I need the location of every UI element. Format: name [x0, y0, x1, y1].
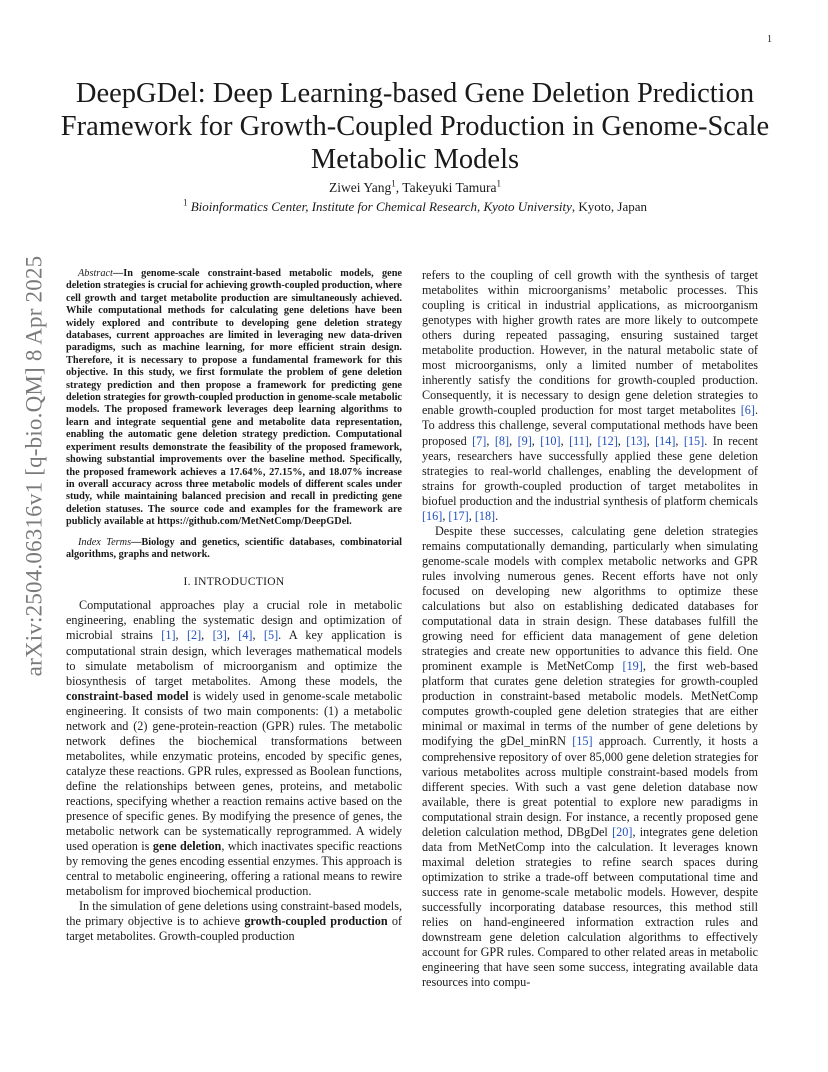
citation-link[interactable]: [12] — [597, 433, 618, 448]
citation-link[interactable]: [18] — [474, 508, 496, 523]
citation-link[interactable]: [8] — [494, 433, 510, 448]
index-terms-label: Index Terms — [78, 536, 132, 548]
citation-link[interactable]: [5] — [263, 628, 279, 643]
citation-link[interactable]: [9] — [517, 433, 532, 448]
abstract-text: —In genome-scale constraint-based metabolic models, gene deletion strategies is crucial for achieving growth-coupled production, where cell growth and target metabolite production are simultaneously achieved. While computational methods for calculating gene deletions have been widely explored and contribute to developing gene deletion strategy databases, current approaches are limited in leveraging new data-driven paradigms, such as machine learning, for more efficient strain design. Therefore, it is necessary to propose a fundamental framework for this objective. In this study, we first formulate the problem of gene deletion strategy prediction and then propose a framework for predicting gene deletion strategies for growth-coupled production in genome-scale metabolic models. The proposed framework leverages deep learning algorithms to learn and integrate sequential gene and metabolite data representation, enabling the automatic gene deletion strategy prediction. Computational experiment results demonstrate the feasibility of the proposed framework, showing substantial improvements over the baseline method. Specifically, the proposed framework achieves a 17.64%, 27.15%, and 18.07% increase in overall accuracy across three metabolic models of different scales under study, while maintaining balanced precision and recall in predicting gene deletion statuses. The source code and examples for the framework are publicly available at https://github.com/MetNetComp/DeepGDel. — [66, 268, 402, 528]
key-term: growth-coupled production — [244, 914, 388, 929]
paragraph-text: , — [588, 433, 598, 448]
author-list — [60, 180, 770, 196]
arxiv-stamp — [6, 255, 62, 677]
citation-link[interactable]: [3] — [212, 628, 227, 643]
affiliation-marker: 1 — [182, 197, 188, 208]
paragraph-text: , — [617, 433, 627, 448]
paragraph-text: , — [442, 508, 449, 523]
paragraph-text: refers to the coupling of cell growth with the synthesis of target metabolites within microorganisms’ metabolic processes. This coupling is critical in industrial applications, as microorganism genotypes with higher growth rates are more likely to outcompete others during repeated passaging, ensuring sustained target metabolite production. However, in the natural metabolic state of most microorganisms, only a limited number of metabolites inherently satisfy the conditions for growth-coupled production. Consequently, it is necessary to design gene deletion strategies to enable growth-coupled production for most target metabolites — [422, 268, 758, 418]
citation-link[interactable]: [14] — [655, 433, 676, 448]
citation-link[interactable]: [15] — [683, 433, 705, 448]
paragraph-text: . In recent years, researchers have successfully applied these gene deletion strategies to real-world challenges, enabling the development of strains for growth-coupled production of target metabolites in biofuel production and the industrial synthesis of platform chemicals — [422, 433, 759, 508]
affiliation-location: , Kyoto, Japan — [571, 199, 648, 214]
citation-link[interactable]: [7] — [472, 433, 487, 448]
citation-link[interactable]: [4] — [238, 628, 253, 643]
citation-link[interactable]: [15] — [572, 734, 593, 749]
intro-paragraph — [66, 598, 402, 899]
citation-link[interactable]: [17] — [448, 508, 469, 523]
affiliation — [60, 199, 770, 215]
intro-paragraph — [422, 268, 758, 524]
citation-link[interactable]: [16] — [422, 508, 443, 523]
index-terms — [66, 537, 402, 562]
paragraph-text: . A key application is computational strain design, which leverages mathematical models to simulate metabolism of microorganism and optimize the biosynthesis of target metabolites. Among these models, the — [66, 628, 403, 688]
affiliation-institution: Bioinformatics Center, Institute for Chemical Research, Kyoto University — [190, 199, 572, 214]
citation-link[interactable]: [6] — [740, 403, 755, 418]
paragraph-text: , — [468, 508, 475, 523]
intro-paragraph — [66, 899, 402, 944]
paragraph-text: , the first web-based platform that curates gene deletion strategies for growth-coupled production in constraint-based metabolic models. MetNetComp computes growth-coupled gene deletion strategies that are either minimal or maximal in terms of the number of gene deletions by modifying the gDel_minRN — [422, 659, 758, 749]
left-column — [66, 268, 402, 944]
paragraph-text: . — [495, 508, 499, 523]
paragraph-text: , which inactivates specific reactions by removing the genes encoding essential enzymes. This approach is central to metabolic engineering, offering a rational means to rewire metabolism for improved biochemical production. — [66, 839, 402, 899]
paragraph-text: , — [560, 433, 570, 448]
paragraph-text: of target metabolites. Growth-coupled production — [66, 914, 402, 944]
author-separator: , — [395, 180, 403, 195]
abstract-label: Abstract — [78, 268, 113, 279]
paragraph-text: , — [531, 433, 541, 448]
citation-link[interactable]: [11] — [569, 433, 589, 448]
intro-paragraph — [422, 524, 758, 990]
paragraph-text: , integrates gene deletion data from MetNetComp into the calculation. It leverages known maximal deletion strategies to refine search spaces during optimization to strike a trade-off between computational time and success rate in genome-scale metabolic models. However, despite successfully incorporating database resources, this method still relies on hand-engineered information extraction rules and downstream gene deletion calculation algorithms to effectively account for GPR rules. Compared to other related areas in metabolic engineering that have seen some success, integrating available data resources into compu- — [422, 824, 759, 990]
paragraph-text: , — [252, 628, 264, 643]
paragraph-text: , — [175, 628, 187, 643]
paragraph-text: is widely used in genome-scale metabolic engineering. It consists of two main components: (1) a metabolic network and (2) gene-protein-reaction (GPR) rules. The metabolic network defines the biochemical transformations between metabolites, while enzymatic proteins, encoded by specific genes, catalyze these reactions. GPR rules, expressed as Boolean functions, define the relationships between genes, proteins, and metabolic reactions, specifying whether a reaction remains active based on the presence of specific genes. By modifying the presence of genes, the metabolic network can be systematically reprogrammed. A widely used operation is — [66, 688, 402, 854]
author-affiliation-marker: 1 — [391, 178, 396, 189]
section-heading: I. INTRODUCTION — [183, 576, 285, 589]
key-term: constraint-based model — [66, 688, 189, 703]
paragraph-text: , — [509, 433, 518, 448]
author-name: Ziwei Yang — [329, 180, 392, 195]
paragraph-text: Computational approaches play a crucial role in metabolic engineering, enabling the systematic design and optimization of microbial strains — [66, 598, 402, 643]
paragraph-text: , — [226, 628, 239, 643]
paragraph-text: , — [486, 433, 495, 448]
citation-link[interactable]: [13] — [626, 433, 647, 448]
paragraph-text: . To address this challenge, several computational methods have been proposed — [422, 403, 758, 448]
citation-link[interactable]: [1] — [161, 628, 176, 643]
paragraph-text: Despite these successes, calculating gene deletion strategies remains computationally demanding, particularly when simulating genome-scale models with complex metabolic networks and GPR rules involving numerous genes. Recent efforts have not only focused on developing new algorithms to optimize these calculations but also on establishing dedicated databases for computational data in strain design. These databases fulfill the growing need for efficient data management of gene deletion strategies and create new opportunities to advance this field. One prominent example is MetNetComp — [422, 523, 758, 674]
citation-link[interactable]: [20] — [612, 824, 633, 839]
abstract — [66, 268, 402, 529]
paragraph-text: , — [646, 433, 656, 448]
author-affiliation-marker: 1 — [496, 178, 501, 189]
author-name: Takeyuki Tamura — [402, 180, 497, 195]
citation-link[interactable]: [10] — [540, 433, 561, 448]
paragraph-text: In the simulation of gene deletions using constraint-based models, the primary objective is to achieve — [66, 899, 402, 929]
paragraph-text: , — [201, 628, 213, 643]
page-number: 1 — [767, 34, 772, 45]
right-column — [422, 268, 758, 990]
arxiv-identifier: arXiv:2504.06316v1 [q-bio.QM] 8 Apr 2025 — [21, 255, 46, 677]
index-terms-text: —Biology and genetics, scientific databases, combinatorial algorithms, graphs and network. — [66, 536, 402, 560]
citation-link[interactable]: [19] — [622, 659, 643, 674]
paragraph-text: , — [675, 433, 684, 448]
key-term: gene deletion — [152, 839, 222, 854]
paragraph-text: approach. Currently, it hosts a comprehensive repository of over 85,000 gene deletion strategies for various metabolites across multiple constraint-based models from different species. With such a vast gene deletion database now available, there is great potential to explore new paradigms in computational strain design. For instance, a recently proposed gene deletion calculation method, DBgDel — [422, 734, 759, 839]
paper-title: DeepGDel: Deep Learning-based Gene Deletion Prediction Framework for Growth-Coupled Production in Genome-Scale Metabolic Models — [60, 78, 770, 175]
citation-link[interactable]: [2] — [186, 628, 202, 643]
